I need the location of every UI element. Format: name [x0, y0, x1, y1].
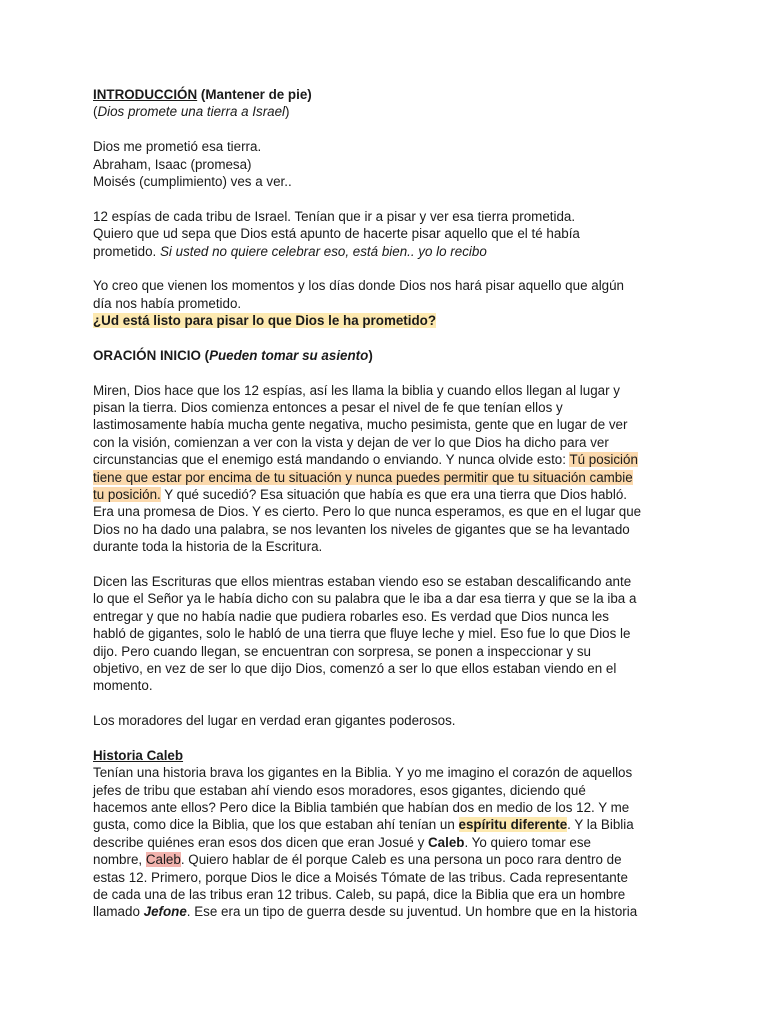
para1-text: Y qué sucedió? Esa situación que había es que era una tierra que Dios habló.	[160, 486, 628, 502]
para1-line: Dios no ha dado una palabra, se nos levanten los niveles de gigantes que se ha levantado	[93, 521, 630, 537]
para2-line: habló de gigantes, solo le habló de una tierra que fluye leche y miel. Eso fue lo que Dios le	[93, 626, 631, 642]
intro-heading: INTRODUCCIÓN	[93, 87, 198, 102]
prayer-label: ORACIÓN INICIO (	[93, 347, 210, 363]
intro-subtitle-line	[93, 103, 683, 120]
spies-text: prometido.	[93, 243, 160, 259]
para1-line: pisan la tierra. Dios comienza entonces a pesar el nivel de fe que tenían ellos y	[93, 400, 563, 416]
para1-line: lastimosamente había mucha gente negativa, mucho pesimista, gente que en lugar de ver	[93, 417, 628, 433]
para1-line	[93, 451, 683, 468]
para1-highlight: tiene que estar por encima de tu situación y nunca puedes permitir que tu situación cambie	[93, 469, 633, 485]
para1-line	[93, 486, 683, 503]
intro-heading-note: (Mantener de pie)	[197, 87, 312, 102]
caleb-heading-line	[93, 747, 683, 764]
caleb-text: . Y la Biblia	[567, 817, 634, 833]
paren-open: (	[93, 104, 98, 120]
para2-line: entregar y que no había nadie que pudiera robarles eso. Es verdad que Dios nunca les	[93, 608, 609, 624]
spies-line: Quiero que ud sepa que Dios está apunto de hacerte pisar aquello que el té había	[93, 226, 580, 242]
para1-line	[93, 469, 683, 486]
moments-line: día nos había prometido.	[93, 295, 242, 311]
spies-line: 12 espías de cada tribu de Israel. Tenían que ir a pisar y ver esa tierra prometida.	[93, 208, 576, 224]
caleb-text: gusta, como dice la Biblia, que los que estaban ahí tenían un	[93, 817, 459, 833]
caleb-line: jefes de tribu que estaban ahí viendo esos moradores, esos gigantes, diciendo qué	[93, 782, 586, 798]
spies-italic-text: Si usted no quiere celebrar eso, está bien.. yo lo recibo	[160, 243, 487, 259]
paren-close: )	[285, 104, 290, 120]
caleb-bold: Caleb	[427, 834, 465, 850]
caleb-highlight: espíritu diferente	[458, 817, 568, 833]
promise-line: Dios me prometió esa tierra.	[93, 139, 262, 155]
para2-line: lo que el Señor ya le había dicho con su palabra que le iba a dar esa tierra y que se la iba a	[93, 591, 637, 607]
para1-line: con la visión, comienzan a ver con la vista y dejan de ver lo que Dios ha dicho para ver	[93, 434, 609, 450]
intro-heading-line	[93, 86, 683, 103]
document-page	[93, 86, 683, 921]
caleb-bold-italic: Jefone	[143, 904, 187, 920]
para1-line: durante toda la historia de la Escritura.	[93, 539, 323, 555]
promise-line: Abraham, Isaac (promesa)	[93, 156, 252, 172]
para2-line: objetivo, en vez de ser lo que dijo Dios, comenzó a ser lo que ellos estaban viendo en el	[93, 660, 617, 676]
caleb-text: . Quiero hablar de él porque Caleb es una persona un poco rara dentro de	[180, 852, 622, 868]
para1-highlight: tu posición.	[93, 486, 161, 502]
caleb-text: nombre,	[93, 852, 146, 868]
caleb-line: hacemos ante ellos? Pero dice la Biblia también que habían dos en medio de los 12. Y me	[93, 800, 630, 816]
caleb-heading: Historia Caleb	[93, 747, 184, 763]
para2-line: momento.	[93, 678, 153, 694]
caleb-line	[93, 816, 683, 833]
para1-line: Era una promesa de Dios. Y es cierto. Pero lo que nunca esperamos, es que en el lugar que	[93, 504, 642, 520]
moments-question-line	[93, 312, 683, 329]
prayer-note: Pueden tomar su asiento	[209, 347, 369, 363]
caleb-text: llamado	[93, 904, 144, 920]
prayer-heading	[93, 347, 683, 364]
caleb-line	[93, 903, 683, 920]
caleb-line: de cada una de las tribus eran 12 tribus. Caleb, su papá, dice la Biblia que era un hombre	[93, 886, 626, 902]
giants-line: Los moradores del lugar en verdad eran gigantes poderosos.	[93, 713, 456, 729]
spies-line	[93, 243, 683, 260]
caleb-line: estas 12. Primero, porque Dios le dice a Moisés Tómate de las tribus. Cada representante	[93, 869, 628, 885]
caleb-line	[93, 851, 683, 868]
promise-line: Moisés (cumplimiento) ves a ver..	[93, 173, 292, 189]
caleb-line: Tenían una historia brava los gigantes en la Biblia. Y yo me imagino el corazón de aquellos	[93, 765, 633, 781]
caleb-highlight: Caleb	[145, 852, 181, 868]
para2-line: Dicen las Escrituras que ellos mientras estaban viendo eso se estaban descalificando ante	[93, 573, 632, 589]
caleb-line	[93, 834, 683, 851]
caleb-text: describe quiénes eran esos dos dicen que eran Josué y	[93, 834, 428, 850]
caleb-text: . Ese era un tipo de guerra desde su juventud. Un hombre que en la historia	[186, 904, 638, 920]
para2-line: dijo. Pero cuando llegan, se encuentran con sorpresa, se ponen a inspeccionar y su	[93, 643, 592, 659]
para1-highlight: Tú posición	[569, 452, 638, 468]
paren-close: )	[368, 347, 373, 363]
moments-question: ¿Ud está listo para pisar lo que Dios le ha prometido?	[93, 313, 437, 329]
para1-text: circunstancias que el enemigo está mandando o enviando. Y nunca olvide esto:	[93, 452, 570, 468]
para1-line: Miren, Dios hace que los 12 espías, así les llama la biblia y cuando ellos llegan al lugar y	[93, 382, 620, 398]
moments-line: Yo creo que vienen los momentos y los días donde Dios nos hará pisar aquello que algún	[93, 278, 625, 294]
intro-subtitle: Dios promete una tierra a Israel	[97, 104, 286, 120]
caleb-text: . Yo quiero tomar ese	[464, 834, 592, 850]
